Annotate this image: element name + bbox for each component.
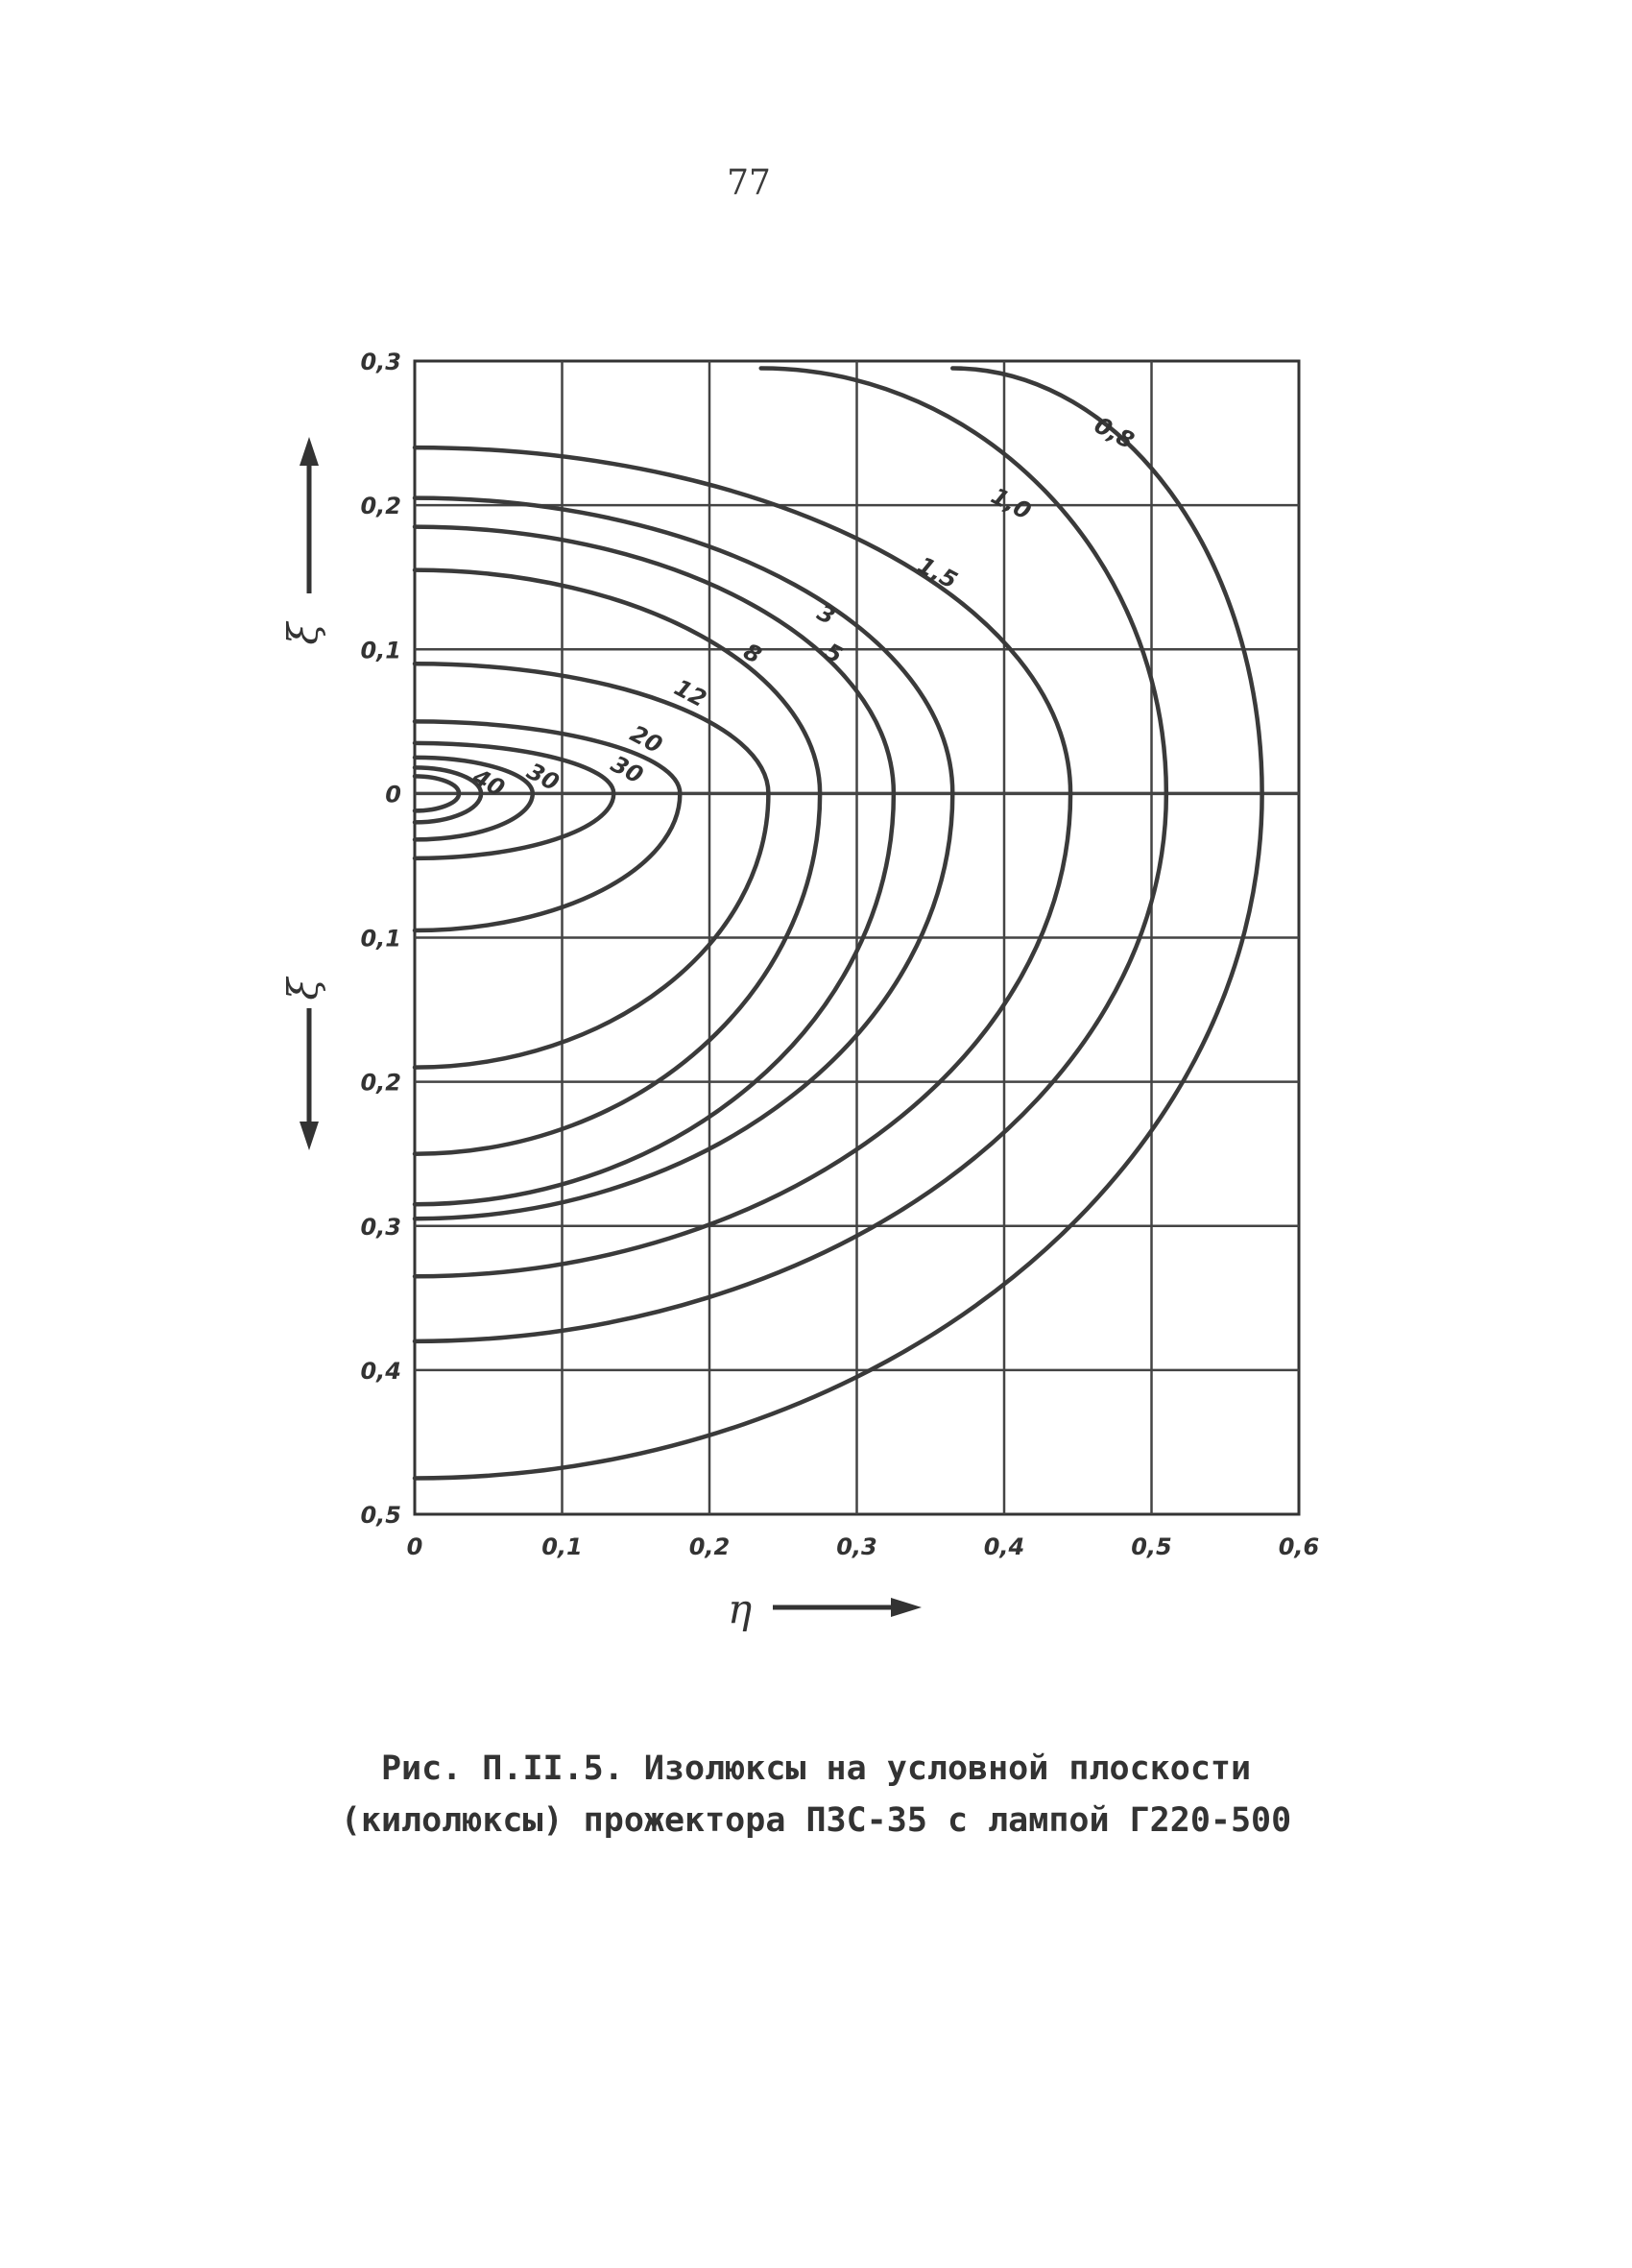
y-tick-label-7: 0,4 [360, 1357, 401, 1385]
y-tick-label-5: 0,2 [360, 1069, 401, 1097]
y-tick-label-6: 0,3 [360, 1213, 401, 1241]
isolux-curve-7 [415, 721, 680, 930]
isolux-curve-3 [415, 498, 952, 1219]
isolux-curve-4 [415, 527, 894, 1205]
x-tick-label-4: 0,4 [983, 1533, 1025, 1560]
curve-label-7: 20 [625, 719, 667, 760]
x-axis-arrow-head-icon [891, 1598, 922, 1617]
curve-label-8: 30 [606, 750, 648, 789]
curve-label-9: 30 [522, 757, 564, 797]
curve-label-0: 0,8 [1090, 411, 1139, 455]
y-tick-label-8: 0,5 [360, 1502, 401, 1529]
page-number: 77 [727, 163, 771, 203]
x-tick-label-5: 0,5 [1131, 1533, 1172, 1560]
curve-label-6: 12 [669, 673, 711, 713]
x-tick-label-3: 0,3 [836, 1533, 877, 1560]
caption-line-2: (килолюксы) прожектора ПЗС-35 с лампой Г220-500 [340, 1801, 1292, 1840]
x-tick-label-2: 0,2 [688, 1533, 731, 1560]
isolux-curve-2 [415, 447, 1070, 1276]
y-tick-label-0: 0,3 [360, 349, 401, 375]
curve-label-2: 1,5 [913, 551, 962, 594]
y-axis-arrow-up-head-icon [300, 437, 319, 466]
x-axis-label: η [728, 1585, 753, 1632]
curve-label-3: 3 [812, 598, 840, 631]
y-axis-title-group-lower [279, 977, 326, 1150]
curve-labels [468, 412, 1139, 803]
y-axis-arrow-down-head-icon [300, 1122, 319, 1150]
y-tick-label-4: 0,1 [360, 925, 401, 953]
x-tick-label-1: 0,1 [541, 1533, 583, 1560]
y-tick-label-1: 0,2 [360, 493, 401, 520]
curve-label-4: 5 [820, 638, 848, 669]
y-axis-label-lower: ξ [279, 977, 326, 1001]
isolux-curves [415, 369, 1262, 1479]
y-tick-label-3: 0 [385, 781, 401, 808]
figure-caption [240, 1743, 1392, 1846]
y-tick-label-2: 0,1 [360, 637, 401, 664]
caption-line-1: Рис. П.II.5. Изолюксы на условной плоскости [380, 1749, 1252, 1788]
isolux-curve-1 [415, 369, 1166, 1341]
curve-label-1: 1,0 [986, 482, 1036, 525]
chart-grid [415, 361, 1299, 1514]
x-tick-label-6: 0,6 [1278, 1533, 1320, 1560]
y-axis-label-upper: ξ [279, 622, 326, 645]
curve-label-10: 40 [468, 762, 510, 803]
y-axis-title-group-upper [279, 437, 326, 645]
x-axis-title-group [728, 1585, 922, 1632]
x-tick-label-0: 0 [406, 1533, 423, 1560]
curve-label-5: 8 [738, 638, 766, 669]
